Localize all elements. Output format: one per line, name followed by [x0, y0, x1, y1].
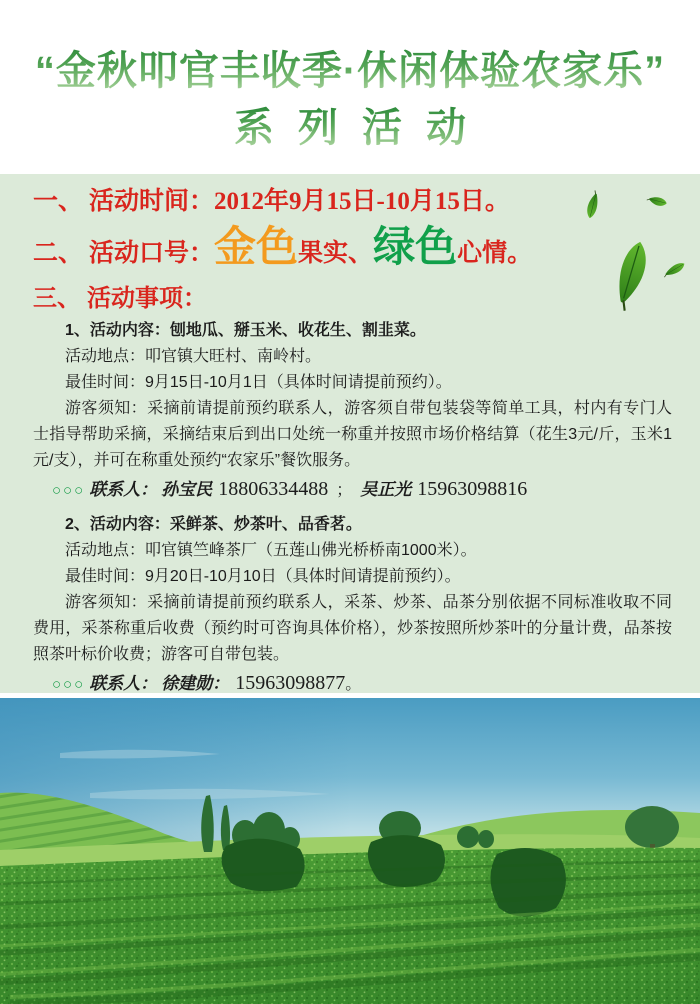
- agenda-time-value: 2012年9月15日-10月15日。: [214, 188, 510, 215]
- info-panel: [0, 174, 700, 693]
- activity-2-best-time: 最佳时间：9月20日-10月10日（具体时间请提前预约）。: [65, 568, 461, 585]
- header: [0, 0, 700, 174]
- poster-subtitle: 系列活动: [210, 102, 490, 154]
- activity-1-notice: 游客须知：采摘前请提前预约联系人，游客须自带包装袋等简单工具，村内有专门人士指导帮助采摘，采摘结束后到出口处统一称重并按照市场价格结算（花生3元/斤，玉米1元/支），并可在称重处预约“农家乐”餐饮服务。: [33, 400, 672, 469]
- slogan-gold-tail: 果实、: [298, 240, 374, 267]
- contact-name-3: 徐建勋：: [161, 674, 230, 693]
- agenda-items-line: [33, 285, 672, 314]
- agenda-slogan-line: [33, 224, 672, 277]
- agenda-time-label: 活动时间：: [89, 188, 215, 215]
- agenda-time-line: [33, 187, 672, 217]
- slogan-green-tail: 心情。: [457, 240, 533, 267]
- slogan-gold-word: 金色: [214, 223, 299, 270]
- agenda-time-number: 一、: [33, 188, 84, 215]
- slogan-green-word: 绿色: [373, 223, 458, 270]
- activity-2-notice: 游客须知：采摘前请提前预约联系人，采茶、炒茶、品茶分别依据不同标准收取不同费用，采茶称重后收费（预约时可咨询具体价格），炒茶按照所炒茶叶的分量计费，品茶按照茶叶标价收费；游客可自带包装。: [33, 594, 672, 663]
- agenda-items-number: 三、: [33, 286, 81, 312]
- tea-plantation-photo: [0, 698, 700, 1004]
- activity-1-content: 1、活动内容：刨地瓜、掰玉米、收花生、割韭菜。: [65, 322, 426, 339]
- poster-title: “金秋叩官丰收季·休闲体验农家乐”: [35, 42, 665, 100]
- activity-1-contact: [33, 476, 672, 504]
- contact-rings-icon: ○○○: [52, 482, 86, 499]
- agenda-items-label: 活动事项：: [87, 286, 207, 312]
- activity-1: [33, 318, 672, 504]
- contact-phone-3: 15963098877: [235, 672, 346, 693]
- contact-tail: 。: [345, 676, 362, 693]
- activity-2: [33, 512, 672, 693]
- contact-phone-1: 18806334488: [218, 478, 329, 500]
- contact-name-1: 孙宝民: [161, 480, 213, 499]
- activity-1-best-time: 最佳时间：9月15日-10月1日（具体时间请提前预约）。: [65, 374, 452, 391]
- contact-label: 联系人：: [89, 674, 158, 693]
- contact-phone-2: 15963098816: [417, 478, 528, 500]
- agenda-slogan-number: 二、: [33, 240, 84, 267]
- contact-rings-icon: ○○○: [52, 676, 86, 693]
- activity-2-location: 活动地点：叩官镇竺峰茶厂（五莲山佛光桥桥南1000米）。: [65, 542, 477, 559]
- contact-separator: ；: [336, 482, 353, 499]
- contact-label: 联系人：: [89, 480, 158, 499]
- activity-1-location: 活动地点：叩官镇大旺村、南岭村。: [65, 348, 322, 365]
- activity-2-content: 2、活动内容：采鲜茶、炒茶叶、品香茗。: [65, 516, 362, 533]
- activity-2-contact: [33, 670, 672, 693]
- contact-name-2: 吴正光: [360, 480, 412, 499]
- agenda-slogan-label: 活动口号：: [89, 240, 215, 267]
